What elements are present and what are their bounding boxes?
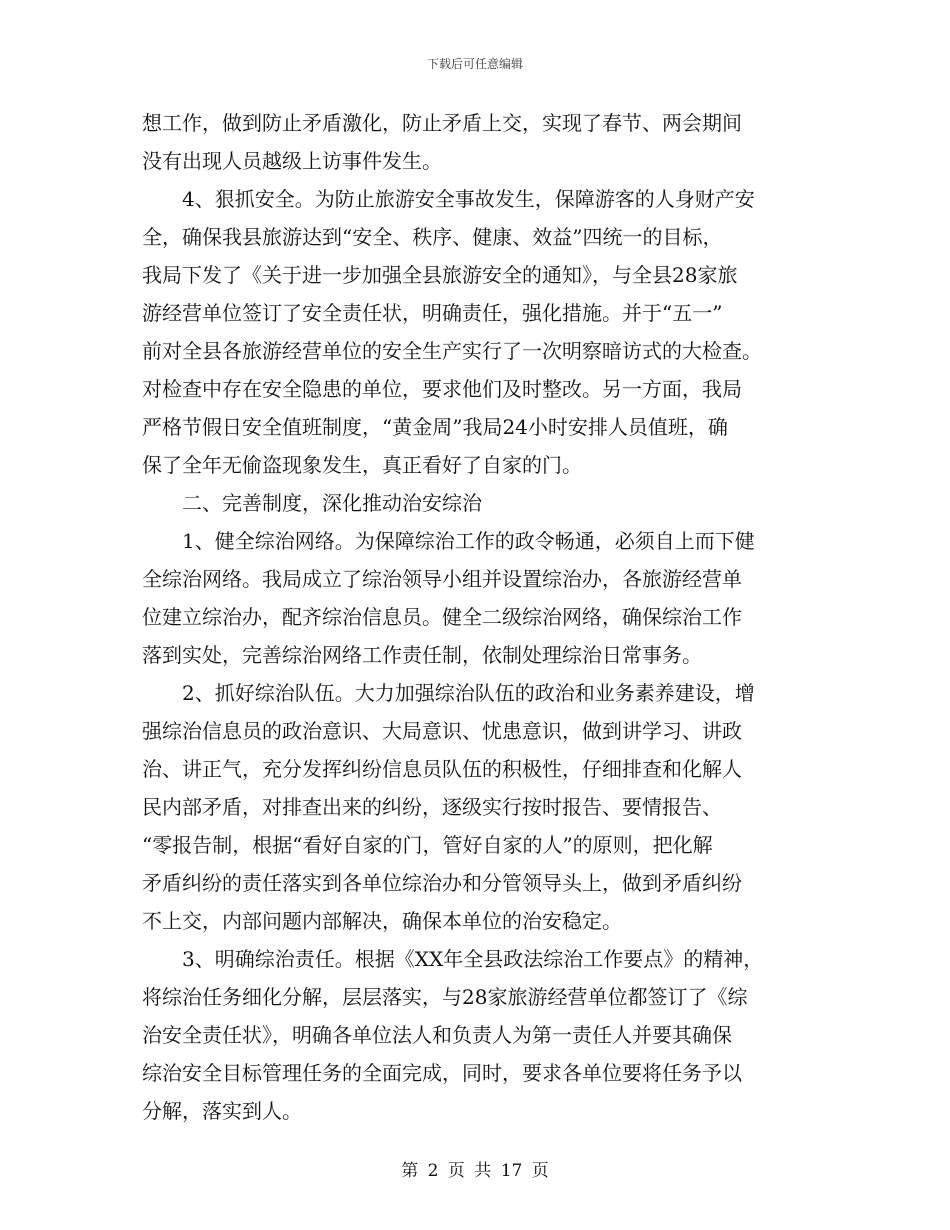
text-line: “零报告制，根据“看好自家的门，管好自家的人”的原则，把化解 xyxy=(142,833,713,857)
text-line: 严格节假日安全值班制度，“黄金周”我局24小时安排人员值班，确 xyxy=(142,415,728,439)
text-line: 1、健全综治网络。为保障综治工作的政令畅通，必须自上而下健 xyxy=(142,529,755,553)
text-line: 治安全责任状》，明确各单位法人和负责人为第一责任人并要其确保 xyxy=(142,1023,732,1047)
text-line: 矛盾纠纷的责任落实到各单位综治办和分管领导头上，做到矛盾纠纷 xyxy=(142,871,742,895)
page-header: 下载后可任意编辑 xyxy=(426,57,523,71)
text-line: 没有出现人员越级上访事件发生。 xyxy=(142,149,442,173)
text-line: 位建立综治办，配齐综治信息员。健全二级综治网络，确保综治工作 xyxy=(142,605,742,629)
text-line: 保了全年无偷盗现象发生，真正看好了自家的门。 xyxy=(142,453,582,477)
document-body xyxy=(142,104,810,1130)
text-line: 二、完善制度，深化推动治安综治 xyxy=(142,491,482,515)
text-line: 民内部矛盾，对排查出来的纠纷，逐级实行按时报告、要情报告、 xyxy=(142,795,722,819)
text-line: 不上交，内部问题内部解决，确保本单位的治安稳定。 xyxy=(142,909,622,933)
text-line: 4、狠抓安全。为防止旅游安全事故发生，保障游客的人身财产安 xyxy=(142,187,755,211)
text-line: 强综治信息员的政治意识、大局意识、忧患意识，做到讲学习、讲政 xyxy=(142,719,742,743)
text-line: 3、明确综治责任。根据《XX年全县政法综治工作要点》的精神， xyxy=(142,947,764,971)
text-line: 落到实处，完善综治网络工作责任制，依制处理综治日常事务。 xyxy=(142,643,702,667)
text-line: 游经营单位签订了安全责任状，明确责任，强化措施。并于“五一” xyxy=(142,301,723,325)
text-line: 全，确保我县旅游达到“安全、秩序、健康、效益”四统一的目标， xyxy=(142,225,723,249)
text-line: 2、抓好综治队伍。大力加强综治队伍的政治和业务素养建设，增 xyxy=(142,681,755,705)
text-line: 治、讲正气，充分发挥纠纷信息员队伍的积极性，仔细排查和化解人 xyxy=(142,757,742,781)
text-line: 分解，落实到人。 xyxy=(142,1099,302,1123)
text-line: 将综治任务细化分解，层层落实，与28家旅游经营单位都签订了《综 xyxy=(142,985,748,1009)
text-line: 全综治网络。我局成立了综治领导小组并设置综治办，各旅游经营单 xyxy=(142,567,742,591)
text-line: 对检查中存在安全隐患的单位，要求他们及时整改。另一方面，我局 xyxy=(142,377,742,401)
text-line: 我局下发了《关于进一步加强全县旅游安全的通知》，与全县28家旅 xyxy=(142,263,738,287)
text-line: 综治安全目标管理任务的全面完成，同时，要求各单位要将任务予以 xyxy=(142,1061,742,1085)
text-line: 前对全县各旅游经营单位的安全生产实行了一次明察暗访式的大检查。 xyxy=(142,339,762,363)
text-line: 想工作，做到防止矛盾激化，防止矛盾上交，实现了春节、两会期间 xyxy=(142,111,742,135)
page-number-footer: 第 2 页 共 17 页 xyxy=(401,1161,549,1181)
